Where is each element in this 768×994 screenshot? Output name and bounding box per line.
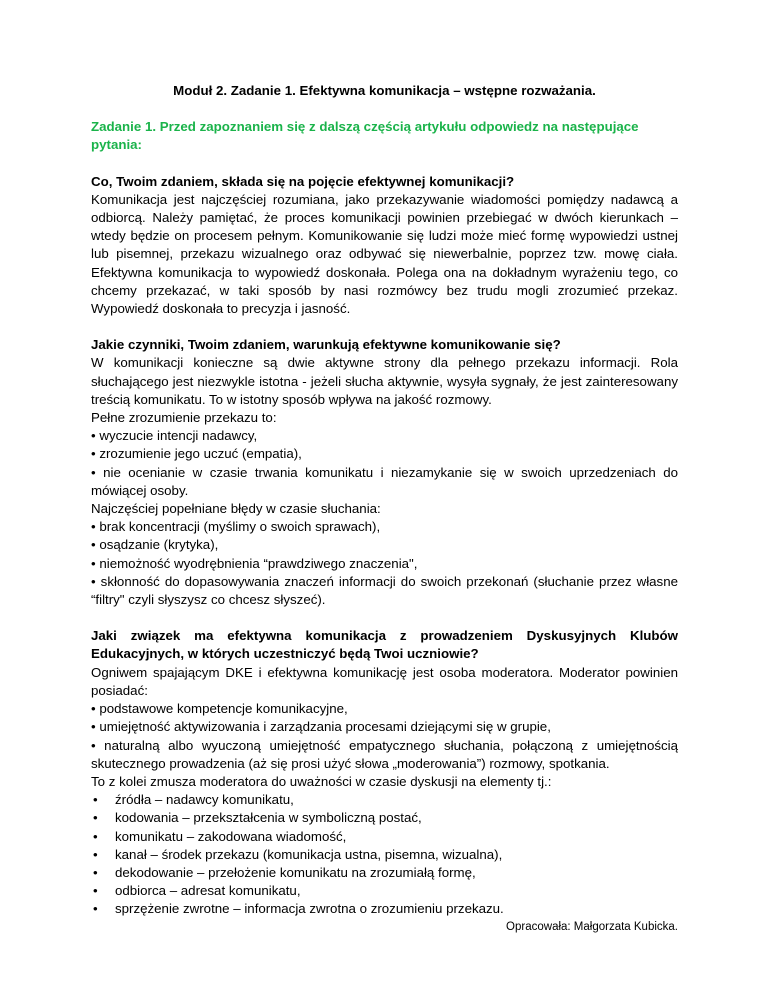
- task-heading: Zadanie 1. Przed zapoznaniem się z dalszą częścią artykułu odpowiedz na następujące pytania:: [91, 119, 639, 153]
- bullet-list: [91, 791, 678, 918]
- list-intro: Najczęściej popełniane błędy w czasie słuchania:: [91, 501, 381, 517]
- answer-1-text: Komunikacja jest najczęściej rozumiana, jako przekazywanie wiadomości pomiędzy nadawcą a odbiorcą. Należy pamiętać, że proces komunikacji powinien przebiegać w dwóch kierunkach – wtedy będzie on procesem pełnym. Komunikowanie się ludzi może mieć formę wypowiedzi ustnej lub pisemnej, przekazu wizualnego oraz odbywać się niewerbalnie, poprzez tzw. mowę ciała. Efektywna komunikacja to wypowiedź doskonała. Polega ona na dokładnym wyrażeniu tego, co chcemy przekazać, w taki sposób by nasi rozmówcy bez trudu mogli zrozumieć przekaz. Wypowiedź doskonała to precyzja i jasność.: [91, 191, 678, 317]
- answer-2-text: W komunikacji konieczne są dwie aktywne strony dla pełnego przekazu informacji. Rola słuchającego jest niezwykle istotna - jeżeli słucha aktywnie, wysyła sygnały, że jest zainteresowany treścią komunikatu. To w istotny sposób wpływa na jakość rozmowy.: [91, 355, 678, 407]
- section-2: [91, 336, 678, 609]
- list-intro: Pełne zrozumienie przekazu to:: [91, 410, 277, 426]
- section-3: [91, 627, 678, 934]
- list-item: • zrozumienie jego uczuć (empatia),: [91, 446, 302, 462]
- list-item-text: dekodowanie – przełożenie komunikatu na zrozumiałą formę,: [115, 864, 476, 880]
- question-1: Co, Twoim zdaniem, składa się na pojęcie efektywnej komunikacji?: [91, 173, 515, 189]
- bullet-icon: •: [93, 810, 98, 826]
- list-item: • umiejętność aktywizowania i zarządzania procesami dziejącymi się w grupie,: [91, 719, 551, 735]
- list-item-text: źródła – nadawcy komunikatu,: [115, 792, 294, 808]
- list-item: • podstawowe kompetencje komunikacyjne,: [91, 701, 348, 717]
- list-item: • niemożność wyodrębnienia “prawdziwego znaczenia",: [91, 555, 418, 571]
- section-1: [91, 173, 678, 319]
- list-item-text: komunikatu – zakodowana wiadomość,: [115, 828, 347, 844]
- answer-3-text: Ogniwem spajającym DKE i efektywna komunikację jest osoba moderatora. Moderator powinien posiadać:: [91, 664, 678, 698]
- list-item: • naturalną albo wyuczoną umiejętność empatycznego słuchania, połączoną z umiejętnością skutecznego prowadzenia (aż się prosi użyć słowa „moderowania”) rozmowy, spotkania.: [91, 737, 678, 771]
- list-item: [91, 846, 678, 864]
- list-item: [91, 882, 678, 900]
- list-item-text: sprzężenie zwrotne – informacja zwrotna o zrozumieniu przekazu.: [115, 901, 504, 917]
- list-item: [91, 828, 678, 846]
- list-item: • skłonność do dopasowywania znaczeń informacji do swoich przekonań (słuchanie przez własne “filtry" czyli słyszysz co chcesz słyszeć).: [91, 573, 678, 608]
- question-3: Jaki związek ma efektywna komunikacja z prowadzeniem Dyskusyjnych Klubów Edukacyjnych, w których uczestniczyć będą Twoi uczniowie?: [91, 628, 678, 662]
- list-item-text: odbiorca – adresat komunikatu,: [115, 883, 301, 899]
- bullet-icon: •: [93, 828, 98, 844]
- document-page: [91, 82, 678, 935]
- list-item-text: kanał – środek przekazu (komunikacja ustna, pisemna, wizualna),: [115, 846, 503, 862]
- bullet-icon: •: [93, 864, 98, 880]
- bullet-icon: •: [93, 901, 98, 917]
- bullet-icon: •: [93, 846, 98, 862]
- list-item-text: kodowania – przekształcenia w symboliczną postać,: [115, 810, 422, 826]
- list-intro: To z kolei zmusza moderatora do uważności w czasie dyskusji na elementy tj.:: [91, 773, 552, 789]
- list-item: • nie ocenianie w czasie trwania komunikatu i niezamykanie się w swoich uprzedzeniach do mówiącej osoby.: [91, 464, 678, 498]
- bullet-icon: •: [93, 792, 98, 808]
- signature: Opracowała: Małgorzata Kubicka.: [506, 920, 678, 933]
- page-title: Moduł 2. Zadanie 1. Efektywna komunikacja – wstępne rozważania.: [173, 83, 596, 98]
- list-item: [91, 791, 678, 809]
- question-2: Jakie czynniki, Twoim zdaniem, warunkują efektywne komunikowanie się?: [91, 337, 561, 353]
- list-item: • brak koncentracji (myślimy o swoich sprawach),: [91, 519, 381, 535]
- list-item: [91, 864, 678, 882]
- bullet-icon: •: [93, 883, 98, 899]
- list-item: • osądzanie (krytyka),: [91, 537, 219, 553]
- list-item: [91, 809, 678, 827]
- list-item: [91, 900, 678, 918]
- list-item: • wyczucie intencji nadawcy,: [91, 428, 258, 444]
